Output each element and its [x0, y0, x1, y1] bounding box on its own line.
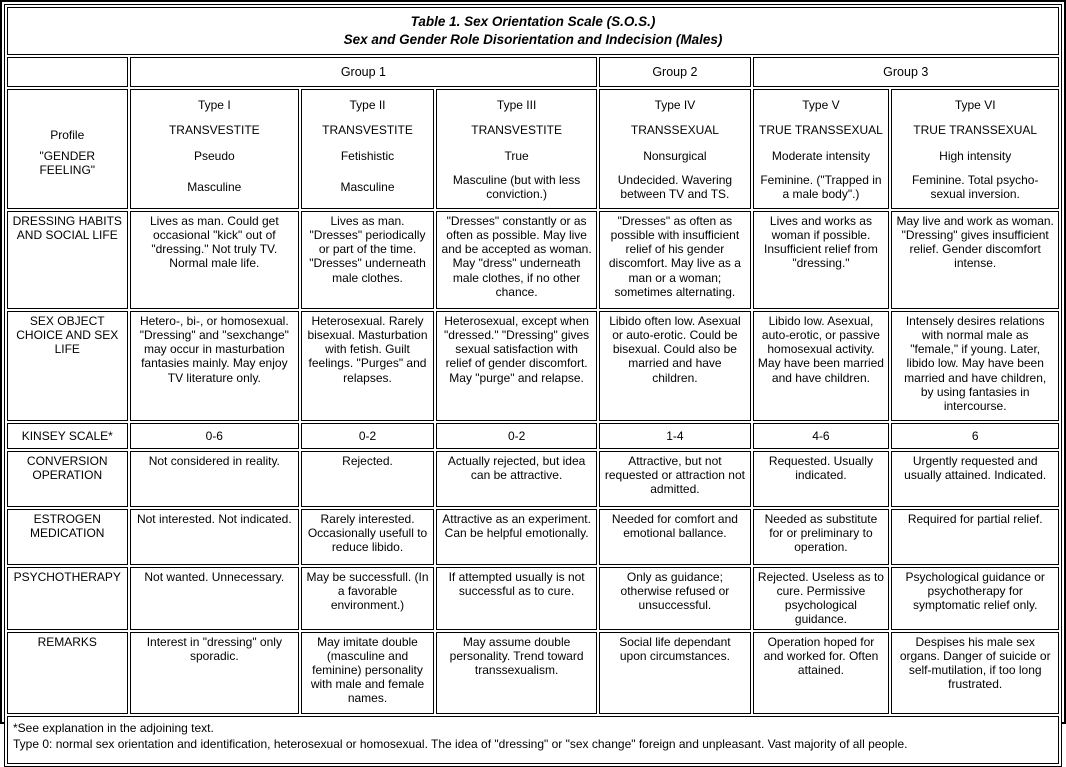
cell-remarks-type4: Social life dependant upon circumstances.: [599, 632, 750, 714]
cell-estrogen-type4: Needed for comfort and emotional ballance.: [599, 509, 750, 565]
cell-dressing-type5: Lives and works as woman if possible. Insufficient relief from "dressing.": [753, 211, 890, 309]
type-subtype: Moderate intensity: [771, 148, 870, 163]
cell-estrogen-type1: Not interested. Not indicated.: [130, 509, 300, 565]
cell-kinsey-type5: 4-6: [753, 423, 890, 449]
profile-stack: [134, 90, 296, 206]
cell-psychotherapy-type3: If attempted usually is not successful as to cure.: [436, 567, 597, 630]
type-name: TRUE TRANSSEXUAL: [913, 123, 1038, 138]
type-heading: Type I: [197, 97, 231, 112]
cell-sexobj-type5: Libido low. Asexual, auto-erotic, or passive homosexual activity. May have been married and have children.: [753, 311, 890, 421]
cell-psychotherapy-type1: Not wanted. Unnecessary.: [130, 567, 300, 630]
title-row: [7, 7, 1059, 55]
profile-cell-type2: [301, 89, 434, 209]
cell-sexobj-type2: Heterosexual. Rarely bisexual. Masturbation with fetish. Guilt feelings. "Purges" and relapses.: [301, 311, 434, 421]
cell-conversion-type5: Requested. Usually indicated.: [753, 451, 890, 507]
cell-conversion-type3: Actually rejected, but idea can be attractive.: [436, 451, 597, 507]
profile-cell-type5: [753, 89, 890, 209]
estrogen-medication-row: [7, 509, 1059, 565]
cell-kinsey-type3: 0-2: [436, 423, 597, 449]
row-label-sex-object: SEX OBJECT CHOICE AND SEX LIFE: [7, 311, 128, 421]
type-feeling: Feminine. ("Trapped in a male body".): [760, 173, 882, 202]
cell-remarks-type1: Interest in "dressing" only sporadic.: [130, 632, 300, 714]
type-subtype: Nonsurgical: [643, 148, 707, 163]
cell-estrogen-type2: Rarely interested. Occasionally usefull to reduce libido.: [301, 509, 434, 565]
cell-psychotherapy-type4: Only as guidance; otherwise refused or unsuccessful.: [599, 567, 750, 630]
cell-estrogen-type5: Needed as substitute for or preliminary to operation.: [753, 509, 890, 565]
remarks-row: [7, 632, 1059, 714]
profile-cell-type4: [599, 89, 750, 209]
type-feeling: Feminine. Total psycho-sexual inversion.: [911, 173, 1039, 202]
cell-sexobj-type1: Hetero-, bi-, or homosexual. "Dressing" and "sexchange" may occur in masturbation fantasies mainly. May enjoy TV literature only.: [130, 311, 300, 421]
cell-conversion-type1: Not considered in reality.: [130, 451, 300, 507]
cell-psychotherapy-type2: May be successfull. (In a favorable environment.): [301, 567, 434, 630]
cell-kinsey-type1: 0-6: [130, 423, 300, 449]
profile-label-stack: [11, 90, 124, 206]
cell-estrogen-type6: Required for partial relief.: [891, 509, 1059, 565]
cell-remarks-type2: May imitate double (masculine and feminine) personality with male and female names.: [301, 632, 434, 714]
cell-dressing-type3: "Dresses" constantly or as often as possible. May live and be accepted as woman. May "dress" underneath male clothes, if no other chance.: [436, 211, 597, 309]
type-subtype: High intensity: [939, 148, 1012, 163]
profile-row-label: [7, 89, 128, 209]
type-feeling: Masculine (but with less conviction.): [452, 173, 581, 202]
row-label-conversion-operation: CONVERSION OPERATION: [7, 451, 128, 507]
type-name: TRANSVESTITE: [471, 123, 562, 138]
profile-row: [7, 89, 1059, 209]
cell-psychotherapy-type6: Psychological guidance or psychotherapy for symptomatic relief only.: [891, 567, 1059, 630]
type-heading: Type IV: [654, 97, 696, 112]
cell-dressing-type2: Lives as man. "Dresses" periodically or part of the time. "Dresses" underneath male clothes.: [301, 211, 434, 309]
dressing-habits-row: [7, 211, 1059, 309]
cell-sexobj-type3: Heterosexual, except when "dressed." "Dressing" gives sexual satisfaction with relief of gender discomfort. May "purge" and relapse.: [436, 311, 597, 421]
profile-stack: [757, 90, 886, 206]
footnote-row: [7, 716, 1059, 764]
footnote-cell: [7, 716, 1059, 764]
type-name: TRANSSEXUAL: [630, 123, 719, 138]
cell-dressing-type6: May live and work as woman. "Dressing" gives insufficient relief. Gender discomfort intense.: [891, 211, 1059, 309]
sex-orientation-scale-table: [4, 4, 1062, 767]
profile-cell-type3: [436, 89, 597, 209]
type-name: TRUE TRANSSEXUAL: [759, 123, 883, 138]
profile-stack: [440, 90, 593, 206]
footnote-type0: Type 0: normal sex orientation and identification, heterosexual or homosexual. The idea of "dressing" or "sex change" foreign and unpleasant. Vast majority of all people.: [13, 736, 908, 751]
gender-feeling-label: "GENDER FEELING": [39, 149, 96, 178]
cell-sexobj-type4: Libido often low. Asexual or auto-erotic. Could be bisexual. Could also be married and have children.: [599, 311, 750, 421]
type-subtype: Fetishistic: [340, 148, 395, 163]
profile-stack: [603, 90, 746, 206]
cell-remarks-type6: Despises his male sex organs. Danger of suicide or self-mutilation, if too long frustrated.: [891, 632, 1059, 714]
spacer: [11, 178, 124, 207]
cell-conversion-type4: Attractive, but not requested or attraction not admitted.: [599, 451, 750, 507]
footnote-kinsey: *See explanation in the adjoining text.: [13, 720, 214, 735]
row-label-dressing-habits: DRESSING HABITS AND SOCIAL LIFE: [7, 211, 128, 309]
cell-kinsey-type4: 1-4: [599, 423, 750, 449]
cell-kinsey-type2: 0-2: [301, 423, 434, 449]
cell-estrogen-type3: Attractive as an experiment. Can be helpful emotionally.: [436, 509, 597, 565]
cell-conversion-type6: Urgently requested and usually attained. Indicated.: [891, 451, 1059, 507]
spacer: [11, 92, 124, 121]
title-cell: [7, 7, 1059, 55]
row-label-remarks: REMARKS: [7, 632, 128, 714]
row-label-kinsey-scale: KINSEY SCALE*: [7, 423, 128, 449]
row-label-psychotherapy: PSYCHOTHERAPY: [7, 567, 128, 630]
group-header-row: [7, 57, 1059, 87]
group-2-header: Group 2: [599, 57, 750, 87]
profile-stack: [305, 90, 430, 206]
group-1-header: Group 1: [130, 57, 598, 87]
type-name: TRANSVESTITE: [168, 123, 260, 138]
type-subtype: Pseudo: [193, 148, 235, 163]
profile-cell-type6: [891, 89, 1059, 209]
cell-conversion-type2: Rejected.: [301, 451, 434, 507]
type-feeling: Masculine: [187, 180, 242, 195]
kinsey-scale-row: [7, 423, 1059, 449]
type-heading: Type II: [349, 97, 386, 112]
profile-stack: [895, 90, 1055, 206]
psychotherapy-row: [7, 567, 1059, 630]
type-heading: Type V: [802, 97, 840, 112]
table-subtitle: Sex and Gender Role Disorientation and Indecision (Males): [343, 32, 723, 47]
type-heading: Type III: [496, 97, 537, 112]
cell-dressing-type4: "Dresses" as often as possible with insufficient relief of his gender discomfort. May live as a man or a woman; sometimes alternating.: [599, 211, 750, 309]
group-3-header: Group 3: [753, 57, 1060, 87]
profile-cell-type1: [130, 89, 300, 209]
type-feeling: Undecided. Wavering between TV and TS.: [617, 173, 733, 202]
type-subtype: True: [504, 148, 529, 163]
cell-dressing-type1: Lives as man. Could get occasional "kick" out of "dressing." Not truly TV. Normal male life.: [130, 211, 300, 309]
type-feeling: Masculine: [340, 180, 395, 195]
cell-kinsey-type6: 6: [891, 423, 1059, 449]
conversion-operation-row: [7, 451, 1059, 507]
row-label-estrogen-medication: ESTROGEN MEDICATION: [7, 509, 128, 565]
cell-remarks-type3: May assume double personality. Trend toward transsexualism.: [436, 632, 597, 714]
cell-psychotherapy-type5: Rejected. Useless as to cure. Permissive psychological guidance.: [753, 567, 890, 630]
cell-sexobj-type6: Intensely desires relations with normal male as "female," if young. Later, libido low. May have been married and have children, by using fantasies in intercourse.: [891, 311, 1059, 421]
group-header-empty-cell: [7, 57, 128, 87]
type-name: TRANSVESTITE: [322, 123, 413, 138]
table-title: Table 1. Sex Orientation Scale (S.O.S.): [410, 13, 656, 29]
profile-label: Profile: [50, 127, 85, 142]
sex-object-row: [7, 311, 1059, 421]
type-heading: Type VI: [954, 97, 996, 112]
cell-remarks-type5: Operation hoped for and worked for. Often attained.: [753, 632, 890, 714]
